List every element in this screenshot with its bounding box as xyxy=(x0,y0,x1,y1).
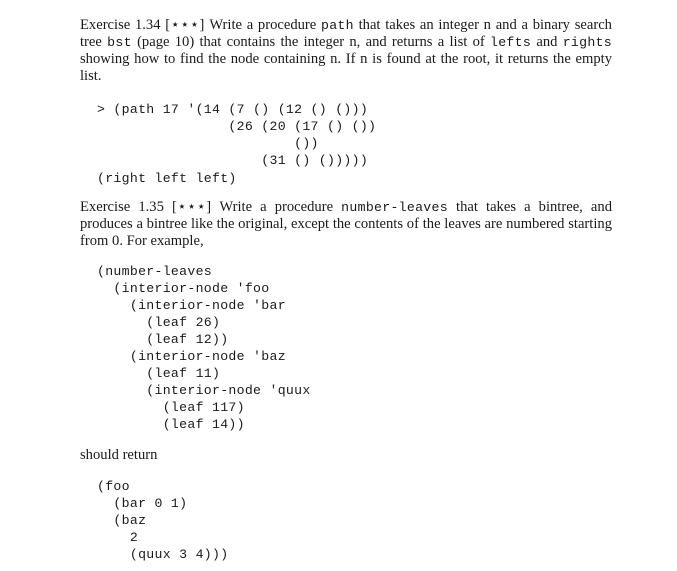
exercise-1-35-paragraph xyxy=(80,199,612,250)
code-path: path xyxy=(321,18,354,33)
should-return-text: should return xyxy=(80,447,158,463)
exercise-1-34-example-code: > (path 17 '(14 (7 () (12 () ())) (26 (20 (17 () ()) ()) (31 () ())))) xyxy=(97,102,377,168)
exercise-1-34-example-result: (right left left) xyxy=(97,171,237,186)
exercise-1-35-text-1: Write a procedure xyxy=(211,199,342,215)
exercise-1-34-text-2: that takes an integer n and a binary search tree xyxy=(80,17,612,50)
exercise-1-34-text-1: Write a procedure xyxy=(204,17,321,33)
exercise-1-34-paragraph xyxy=(80,17,612,85)
exercise-1-35-difficulty: [⋆⋆⋆] xyxy=(171,199,212,215)
exercise-1-34-text-3: (page 10) that contains the integer n, and returns a list of xyxy=(131,34,490,50)
code-number-leaves: number-leaves xyxy=(341,200,448,215)
exercise-1-35-example-result: (foo (bar 0 1) (baz 2 (quux 3 4))) xyxy=(97,479,229,562)
exercise-1-34-label: Exercise 1.34 xyxy=(80,17,161,33)
exercise-1-34-text-4: and xyxy=(531,34,563,50)
exercise-1-34-difficulty: [⋆⋆⋆] xyxy=(165,17,205,33)
exercise-1-35-example-code: (number-leaves (interior-node 'foo (interior-node 'bar (leaf 26) (leaf 12)) (interior-node 'baz (leaf 11) (interior-node 'quux (leaf 117) (leaf 14)) xyxy=(97,264,311,432)
code-lefts: lefts xyxy=(490,35,532,50)
exercise-1-35-label: Exercise 1.35 xyxy=(80,199,164,215)
code-bst: bst xyxy=(107,35,132,50)
code-rights: rights xyxy=(562,35,612,50)
exercise-1-34-text-5: showing how to find the node containing n. If n is found at the root, it returns the empty list. xyxy=(80,51,612,84)
exercise-1-35-text-2: that takes a bintree, and produces a bintree like the original, except the contents of the leaves are numbered starting from 0. For example, xyxy=(80,199,612,249)
